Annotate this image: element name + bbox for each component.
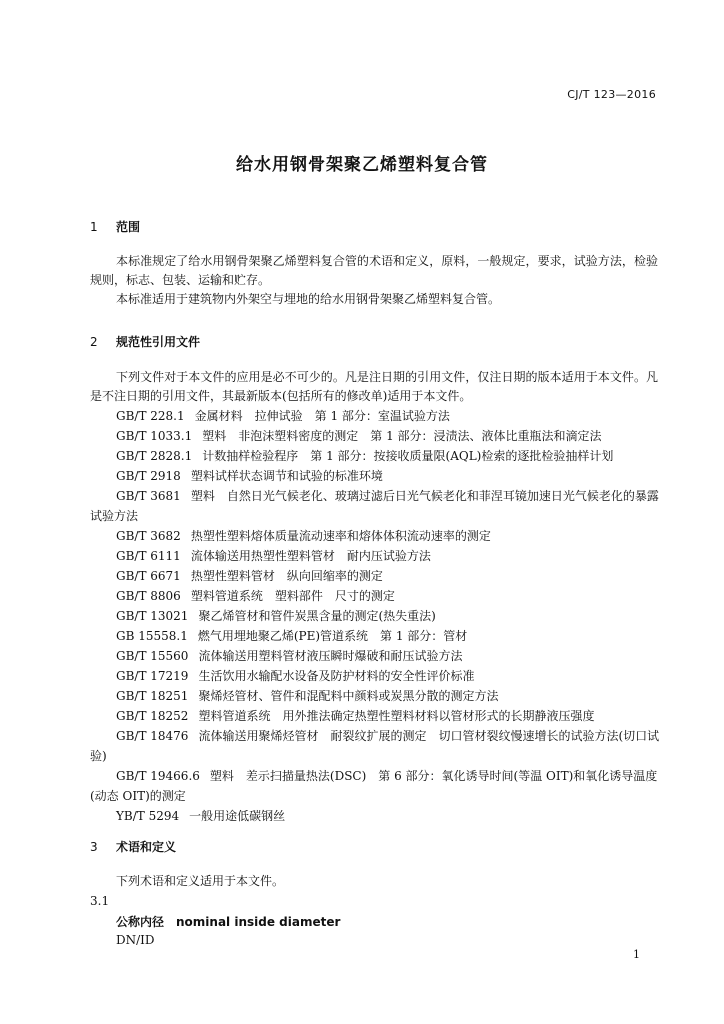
reference-code: GB/T 3681 — [116, 489, 181, 503]
normative-intro — [90, 368, 658, 406]
section-heading-normative — [90, 333, 200, 350]
reference-item — [90, 586, 660, 606]
reference-title: 塑料 非泡沫塑料密度的测定 第 1 部分：浸渍法、液体比重瓶法和滴定法 — [202, 429, 602, 443]
reference-item — [90, 706, 660, 726]
reference-item — [90, 566, 660, 586]
page-number: 1 — [633, 948, 640, 961]
reference-item — [90, 726, 660, 766]
term-chinese: 公称内径 — [116, 915, 165, 929]
document-title: 给水用钢骨架聚乙烯塑料复合管 — [236, 155, 488, 175]
reference-title: 流体输送用塑料管材液压瞬时爆破和耐压试验方法 — [198, 649, 463, 663]
section-number: 1 — [90, 220, 98, 234]
standard-code: CJ/T 123—2016 — [567, 88, 656, 101]
reference-code: GB/T 13021 — [116, 609, 189, 623]
reference-item — [90, 626, 660, 646]
reference-item — [90, 466, 660, 486]
reference-item — [90, 486, 660, 526]
reference-title: 燃气用埋地聚乙烯(PE)管道系统 第 1 部分：管材 — [197, 629, 468, 643]
reference-code: GB/T 6671 — [116, 569, 181, 583]
reference-item — [90, 606, 660, 626]
section-title: 规范性引用文件 — [116, 335, 201, 349]
reference-title: 生活饮用水输配水设备及防护材料的安全性评价标准 — [198, 669, 475, 683]
reference-title: 聚乙烯管材和管件炭黑含量的测定(热失重法) — [198, 609, 436, 623]
reference-title: 塑料试样状态调节和试验的标准环境 — [190, 469, 383, 483]
term-english: nominal inside diameter — [176, 915, 341, 929]
reference-code: GB/T 3682 — [116, 529, 181, 543]
terms-intro-text: 下列术语和定义适用于本文件。 — [116, 874, 285, 888]
scope-paragraph-2 — [90, 290, 658, 309]
reference-title: 塑料 差示扫描量热法(DSC) 第 6 部分：氧化诱导时间(等温 OIT)和氧化诱导温度(动态 OIT)的测定 — [90, 769, 658, 803]
section-heading-scope — [90, 218, 140, 235]
term-abbreviation: DN/ID — [116, 933, 155, 947]
term-number: 3.1 — [90, 894, 110, 908]
reference-item — [90, 426, 660, 446]
terms-intro — [90, 872, 658, 891]
reference-title: 金属材料 拉伸试验 第 1 部分：室温试验方法 — [194, 409, 450, 423]
scope-text-1: 本标准规定了给水用钢骨架聚乙烯塑料复合管的术语和定义，原料，一般规定，要求，试验方法，检验规则，标志、包装、运输和贮存。 — [90, 254, 658, 287]
reference-title: 聚烯烃管材、管件和混配料中颜料或炭黑分散的测定方法 — [198, 689, 499, 703]
reference-title: 塑料管道系统 用外推法确定热塑性塑料材料以管材形式的长期静液压强度 — [198, 709, 595, 723]
reference-title: 计数抽样检验程序 第 1 部分：按接收质量限(AQL)检索的逐批检验抽样计划 — [202, 449, 614, 463]
reference-title: 流体输送用聚烯烃管材 耐裂纹扩展的测定 切口管材裂纹慢速增长的试验方法(切口试验) — [90, 729, 660, 763]
section-title: 范围 — [116, 220, 141, 234]
reference-item — [90, 686, 660, 706]
reference-code: GB/T 19466.6 — [116, 769, 200, 783]
section-title: 术语和定义 — [116, 840, 177, 854]
reference-title: 塑料 自然日光气候老化、玻璃过滤后日光气候老化和菲涅耳镜加速日光气候老化的暴露试验方法 — [90, 489, 659, 523]
reference-item — [90, 546, 660, 566]
reference-item — [90, 406, 660, 426]
reference-item — [90, 446, 660, 466]
normative-intro-text: 下列文件对于本文件的应用是必不可少的。凡是注日期的引用文件，仅注日期的版本适用于本文件。凡是不注日期的引用文件，其最新版本(包括所有的修改单)适用于本文件。 — [90, 370, 658, 403]
reference-code: GB/T 2918 — [116, 469, 181, 483]
reference-code: GB/T 18476 — [116, 729, 189, 743]
reference-item — [90, 806, 660, 826]
reference-item — [90, 766, 660, 806]
section-heading-terms — [90, 838, 176, 855]
reference-code: GB/T 228.1 — [116, 409, 185, 423]
reference-code: GB/T 1033.1 — [116, 429, 193, 443]
term-entry — [116, 913, 340, 930]
reference-title: 热塑性塑料熔体质量流动速率和熔体体积流动速率的测定 — [190, 529, 491, 543]
reference-title: 塑料管道系统 塑料部件 尺寸的测定 — [190, 589, 395, 603]
reference-code: GB 15558.1 — [116, 629, 188, 643]
reference-code: YB/T 5294 — [116, 809, 180, 823]
reference-item — [90, 526, 660, 546]
reference-title: 一般用途低碳钢丝 — [189, 809, 286, 823]
section-number: 3 — [90, 840, 98, 854]
reference-code: GB/T 18252 — [116, 709, 189, 723]
reference-code: GB/T 15560 — [116, 649, 189, 663]
reference-code: GB/T 6111 — [116, 549, 181, 563]
scope-text-2: 本标准适用于建筑物内外架空与埋地的给水用钢骨架聚乙烯塑料复合管。 — [116, 292, 501, 306]
reference-code: GB/T 18251 — [116, 689, 189, 703]
scope-paragraph-1 — [90, 252, 658, 290]
reference-title: 流体输送用热塑性塑料管材 耐内压试验方法 — [190, 549, 431, 563]
section-number: 2 — [90, 335, 98, 349]
reference-code: GB/T 8806 — [116, 589, 181, 603]
reference-item — [90, 666, 660, 686]
reference-code: GB/T 17219 — [116, 669, 189, 683]
reference-title: 热塑性塑料管材 纵向回缩率的测定 — [190, 569, 383, 583]
reference-item — [90, 646, 660, 666]
reference-code: GB/T 2828.1 — [116, 449, 193, 463]
